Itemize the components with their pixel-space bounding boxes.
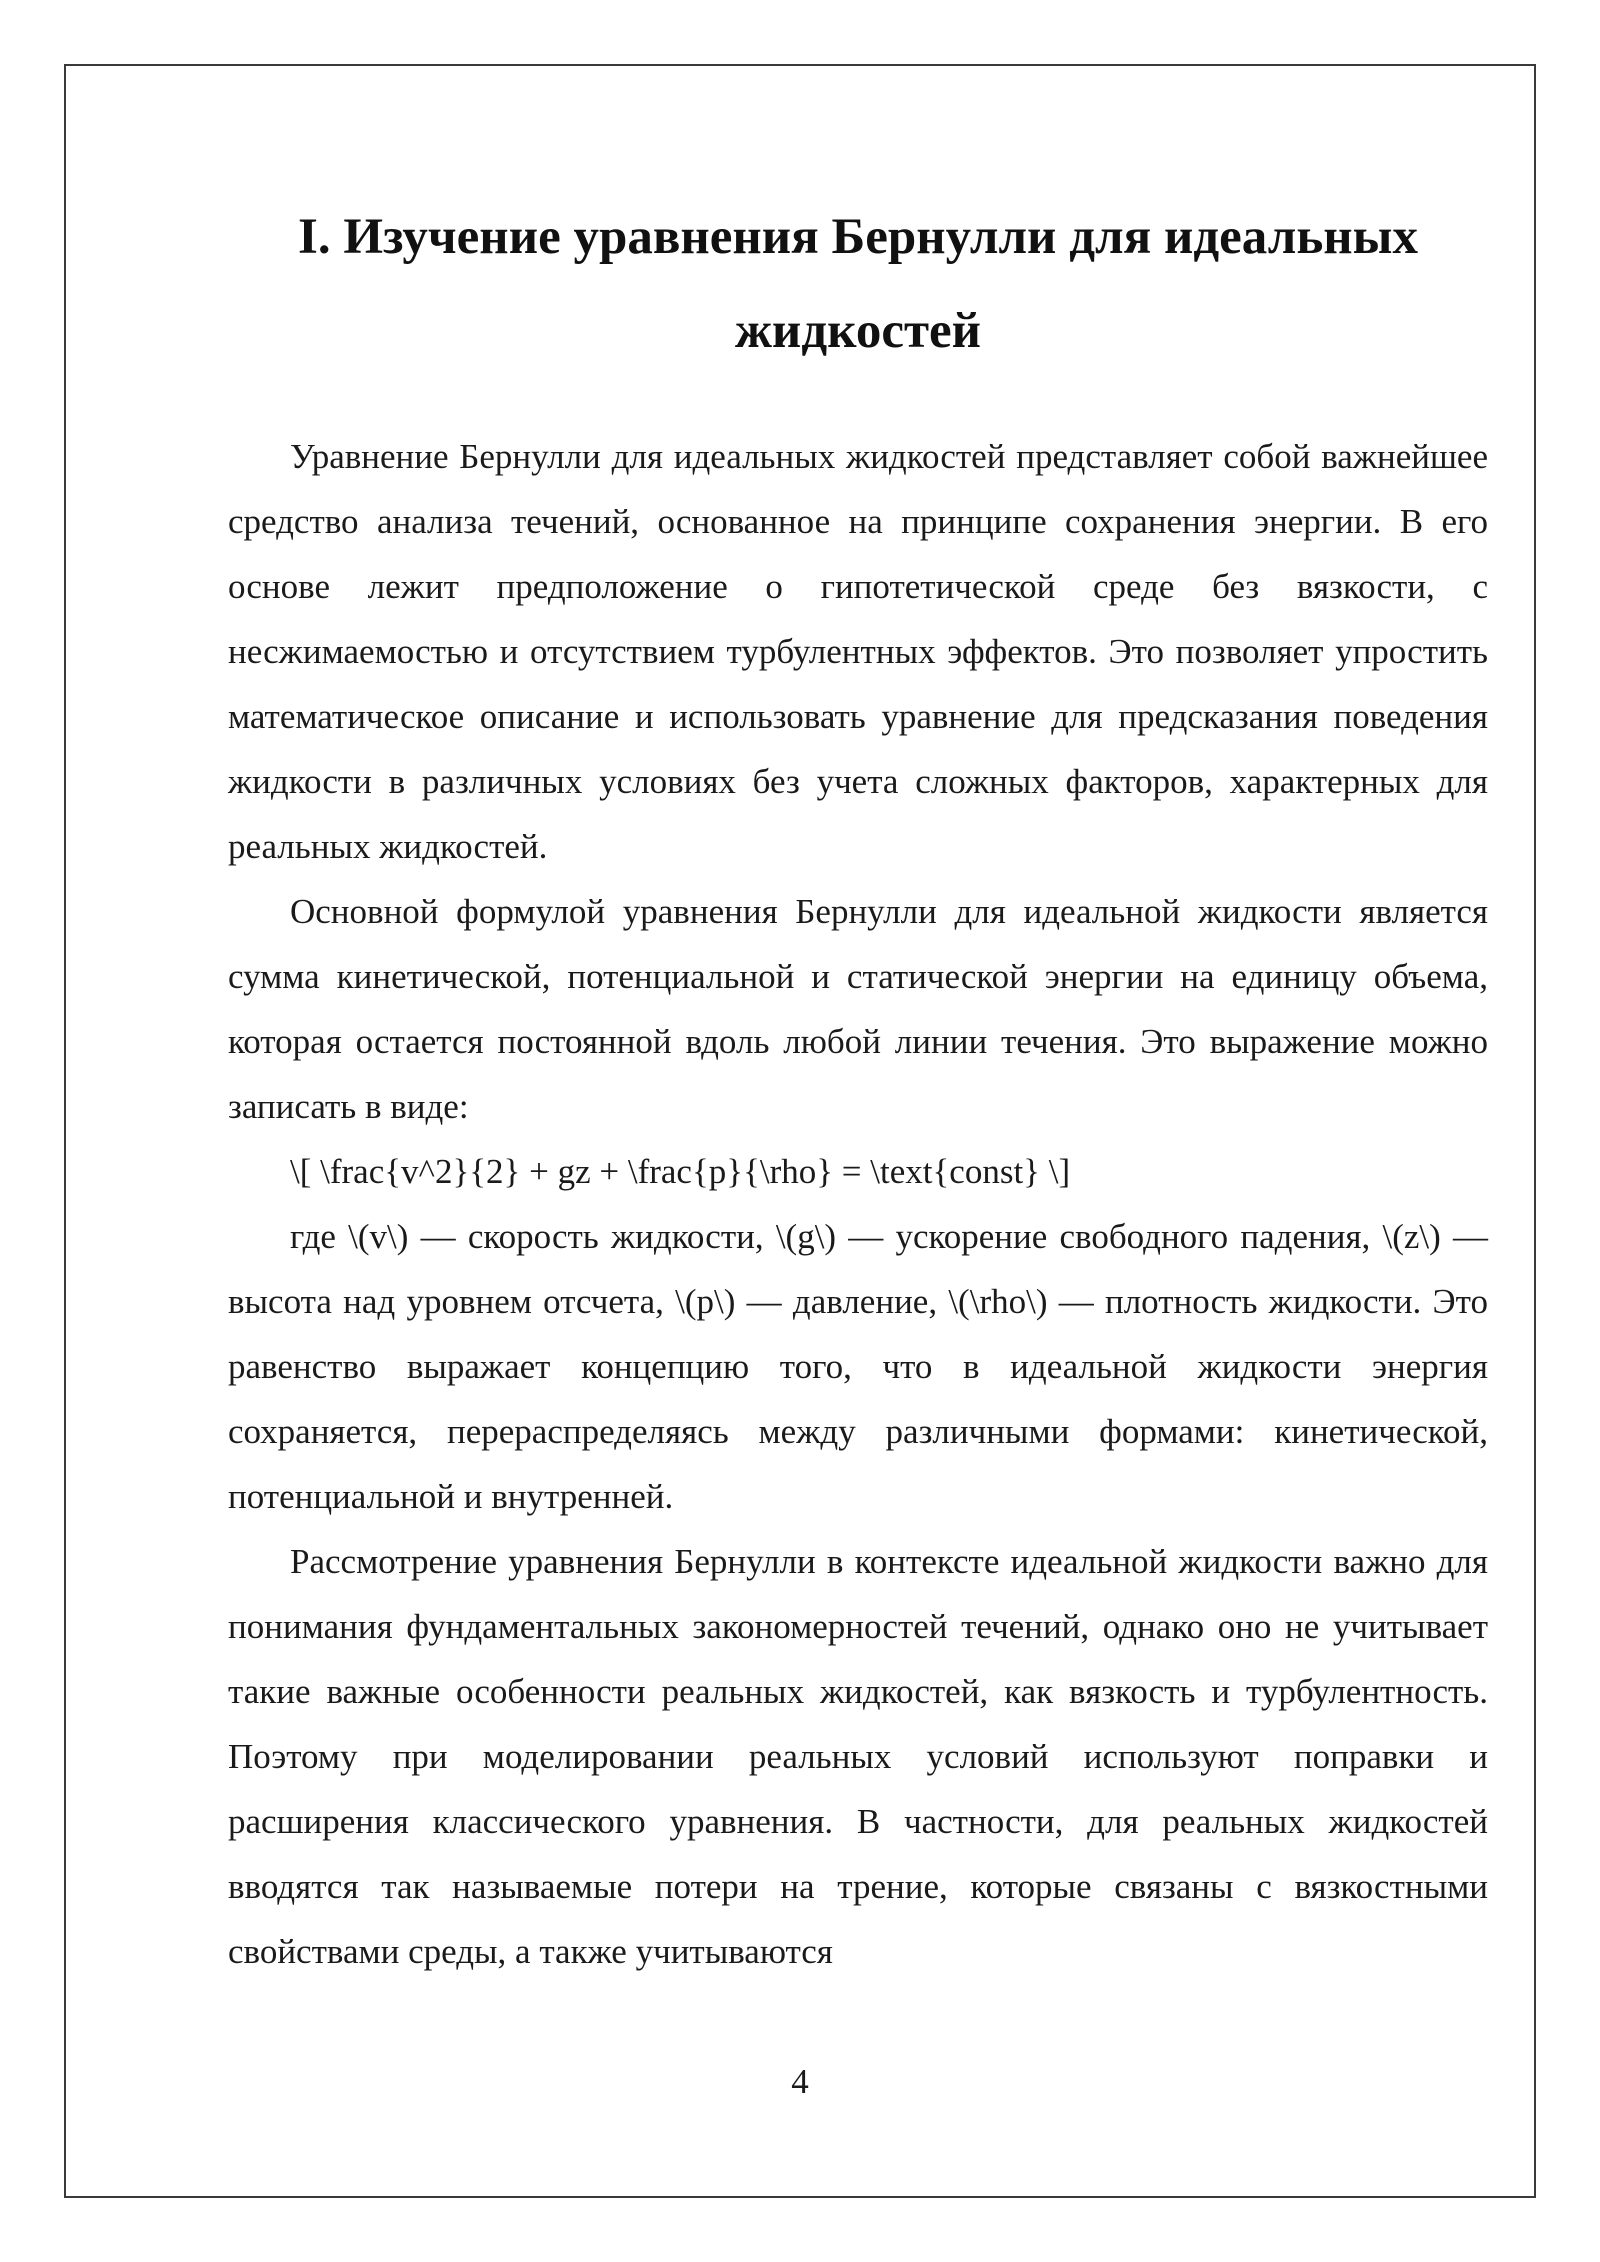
paragraph-real-fluids: Рассмотрение уравнения Бернулли в контексте идеальной жидкости важно для понимания фундаментальных закономерностей течений, однако оно не учитывает такие важные особенности реальных жидкостей, как вязкость и турбулентность. Поэтому при моделировании реальных условий используют поправки и расширения классического уравнения. В частности, для реальных жидкостей вводятся так называемые потери на трение, которые связаны с вязкостными свойствами среды, а также учитываются [228, 1542, 1488, 1971]
page-number: 4 [791, 2062, 809, 2101]
section-title: I. Изучение уравнения Бернулли для идеальных жидкостей [297, 209, 1419, 359]
paragraph-formula-intro: Основной формулой уравнения Бернулли для идеальной жидкости является сумма кинетической, потенциальной и статической энергии на единицу объема, которая остается постоянной вдоль любой линии течения. Это выражение можно записать в виде: [228, 892, 1488, 1126]
paragraph-intro: Уравнение Бернулли для идеальных жидкостей представляет собой важнейшее средство анализа течений, основанное на принципе сохранения энергии. В его основе лежит предположение о гипотетической среде без вязкости, с несжимаемостью и отсутствием турбулентных эффектов. Это позволяет упростить математическое описание и использовать уравнение для предсказания поведения жидкости в различных условиях без учета сложных факторов, характерных для реальных жидкостей. [228, 437, 1488, 866]
body-text [228, 424, 1488, 1984]
paragraph-variables: где \(v\) — скорость жидкости, \(g\) — ускорение свободного падения, \(z\) — высота над уровнем отсчета, \(p\) — давление, \(\rho\) — плотность жидкости. Это равенство выражает концепцию того, что в идеальной жидкости энергия сохраняется, перераспределяясь между различными формами: кинетической, потенциальной и внутренней. [228, 1217, 1488, 1516]
formula-line: \[ \frac{v^2}{2} + gz + \frac{p}{\rho} = \text{const} \] [290, 1152, 1071, 1191]
